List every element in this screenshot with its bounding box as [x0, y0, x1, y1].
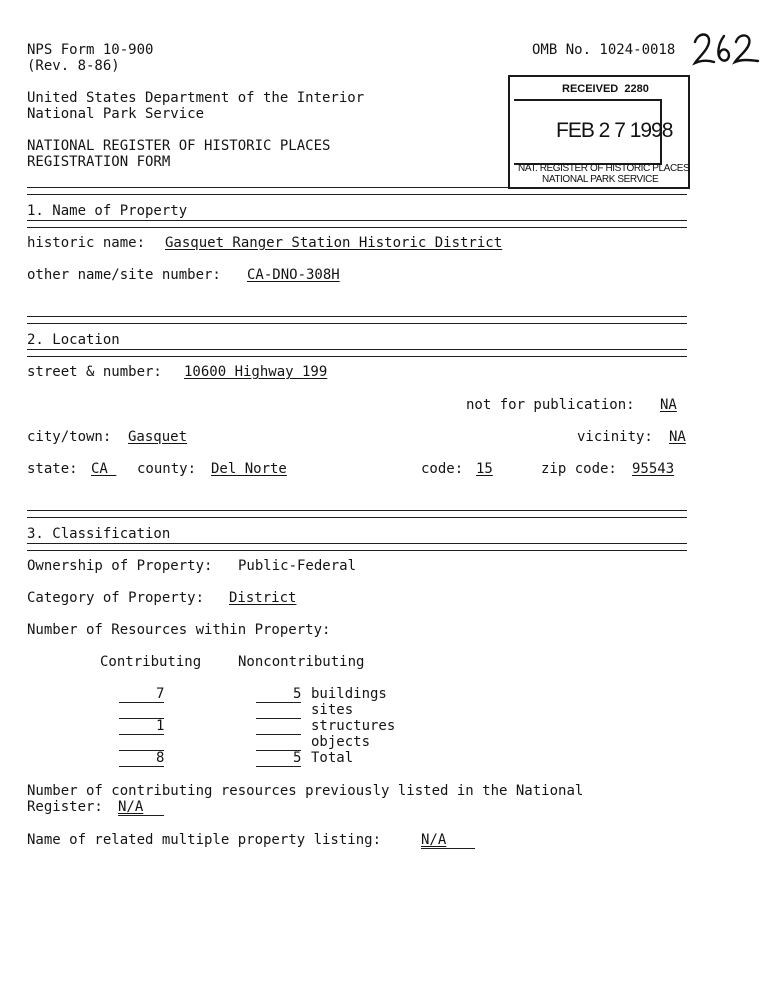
county-label: county: [137, 461, 197, 477]
resource-type-label: buildings [311, 686, 387, 702]
form-revision: (Rev. 8-86) [27, 58, 120, 74]
historic-name-label: historic name: [27, 235, 146, 251]
vicinity-value: NA [669, 429, 686, 445]
omb-number: OMB No. 1024-0018 [532, 42, 676, 58]
noncontributing-buildings: 5 [293, 686, 302, 702]
stamp-org-line2: NATIONAL PARK SERVICE [542, 174, 659, 185]
code-label: code: [421, 461, 464, 477]
section-1-heading: 1. Name of Property [27, 203, 188, 219]
stamp-received: RECEIVED 2280 [562, 83, 649, 95]
service-line: National Park Service [27, 106, 205, 122]
category-label: Category of Property: [27, 590, 205, 606]
noncontributing-blank [256, 766, 301, 767]
resource-type-label: Total [311, 750, 354, 766]
vicinity-label: vicinity: [577, 429, 653, 445]
resource-type-label: sites [311, 702, 354, 718]
contributing-blank [119, 766, 164, 767]
state-label: state: [27, 461, 78, 477]
multiple-property-blank [421, 848, 475, 849]
previously-listed-blank [118, 815, 164, 816]
register-title: NATIONAL REGISTER OF HISTORIC PLACES [27, 138, 331, 154]
other-name-label: other name/site number: [27, 267, 221, 283]
section-2-heading: 2. Location [27, 332, 120, 348]
contributing-column-header: Contributing [100, 654, 202, 670]
zip-value: 95543 [632, 461, 675, 477]
contributing-buildings: 7 [156, 686, 165, 702]
street-value: 10600 Highway 199 [184, 364, 328, 380]
stamp-org-line1: NAT. REGISTER OF HISTORIC PLACES [518, 163, 690, 174]
noncontributing-blank [256, 734, 301, 735]
contributing-total: 8 [156, 750, 165, 766]
state-value: CA [91, 461, 117, 477]
multiple-property-value: N/A [421, 832, 447, 848]
resources-label: Number of Resources within Property: [27, 622, 331, 638]
street-label: street & number: [27, 364, 162, 380]
not-for-publication-label: not for publication: [466, 397, 635, 413]
noncontributing-column-header: Noncontributing [238, 654, 365, 670]
department-line: United States Department of the Interior [27, 90, 365, 106]
noncontributing-blank [256, 718, 301, 719]
city-label: city/town: [27, 429, 112, 445]
resource-type-label: structures [311, 718, 396, 734]
contributing-blank [119, 734, 164, 735]
section-divider [27, 220, 687, 228]
previously-listed-label: Register: [27, 799, 103, 815]
form-number: NPS Form 10-900 [27, 42, 154, 58]
section-divider [27, 543, 687, 551]
not-for-publication-value: NA [660, 397, 677, 413]
historic-name-value: Gasquet Ranger Station Historic District [165, 235, 503, 251]
section-divider [27, 349, 687, 357]
noncontributing-total: 5 [293, 750, 302, 766]
received-stamp [508, 75, 690, 189]
noncontributing-blank [256, 702, 301, 703]
previously-listed-value: N/A [118, 799, 144, 815]
category-value: District [229, 590, 297, 606]
other-name-value: CA-DNO-308H [247, 267, 340, 283]
stamp-date: FEB 2 7 1998 [556, 119, 673, 142]
section-divider [27, 316, 687, 324]
county-value: Del Norte [211, 461, 287, 477]
ownership-value: Public-Federal [238, 558, 357, 574]
code-value: 15 [476, 461, 493, 477]
resource-type-label: objects [311, 734, 371, 750]
section-3-heading: 3. Classification [27, 526, 171, 542]
form-title: REGISTRATION FORM [27, 154, 171, 170]
contributing-blank [119, 702, 164, 703]
ownership-label: Ownership of Property: [27, 558, 213, 574]
zip-label: zip code: [541, 461, 617, 477]
multiple-property-label: Name of related multiple property listing: [27, 832, 382, 848]
section-divider [27, 187, 687, 195]
city-value: Gasquet [128, 429, 188, 445]
contributing-structures: 1 [156, 718, 165, 734]
section-divider [27, 510, 687, 518]
previously-listed-text: Number of contributing resources previously listed in the National [27, 783, 584, 799]
handwritten-number-262 [692, 30, 762, 66]
